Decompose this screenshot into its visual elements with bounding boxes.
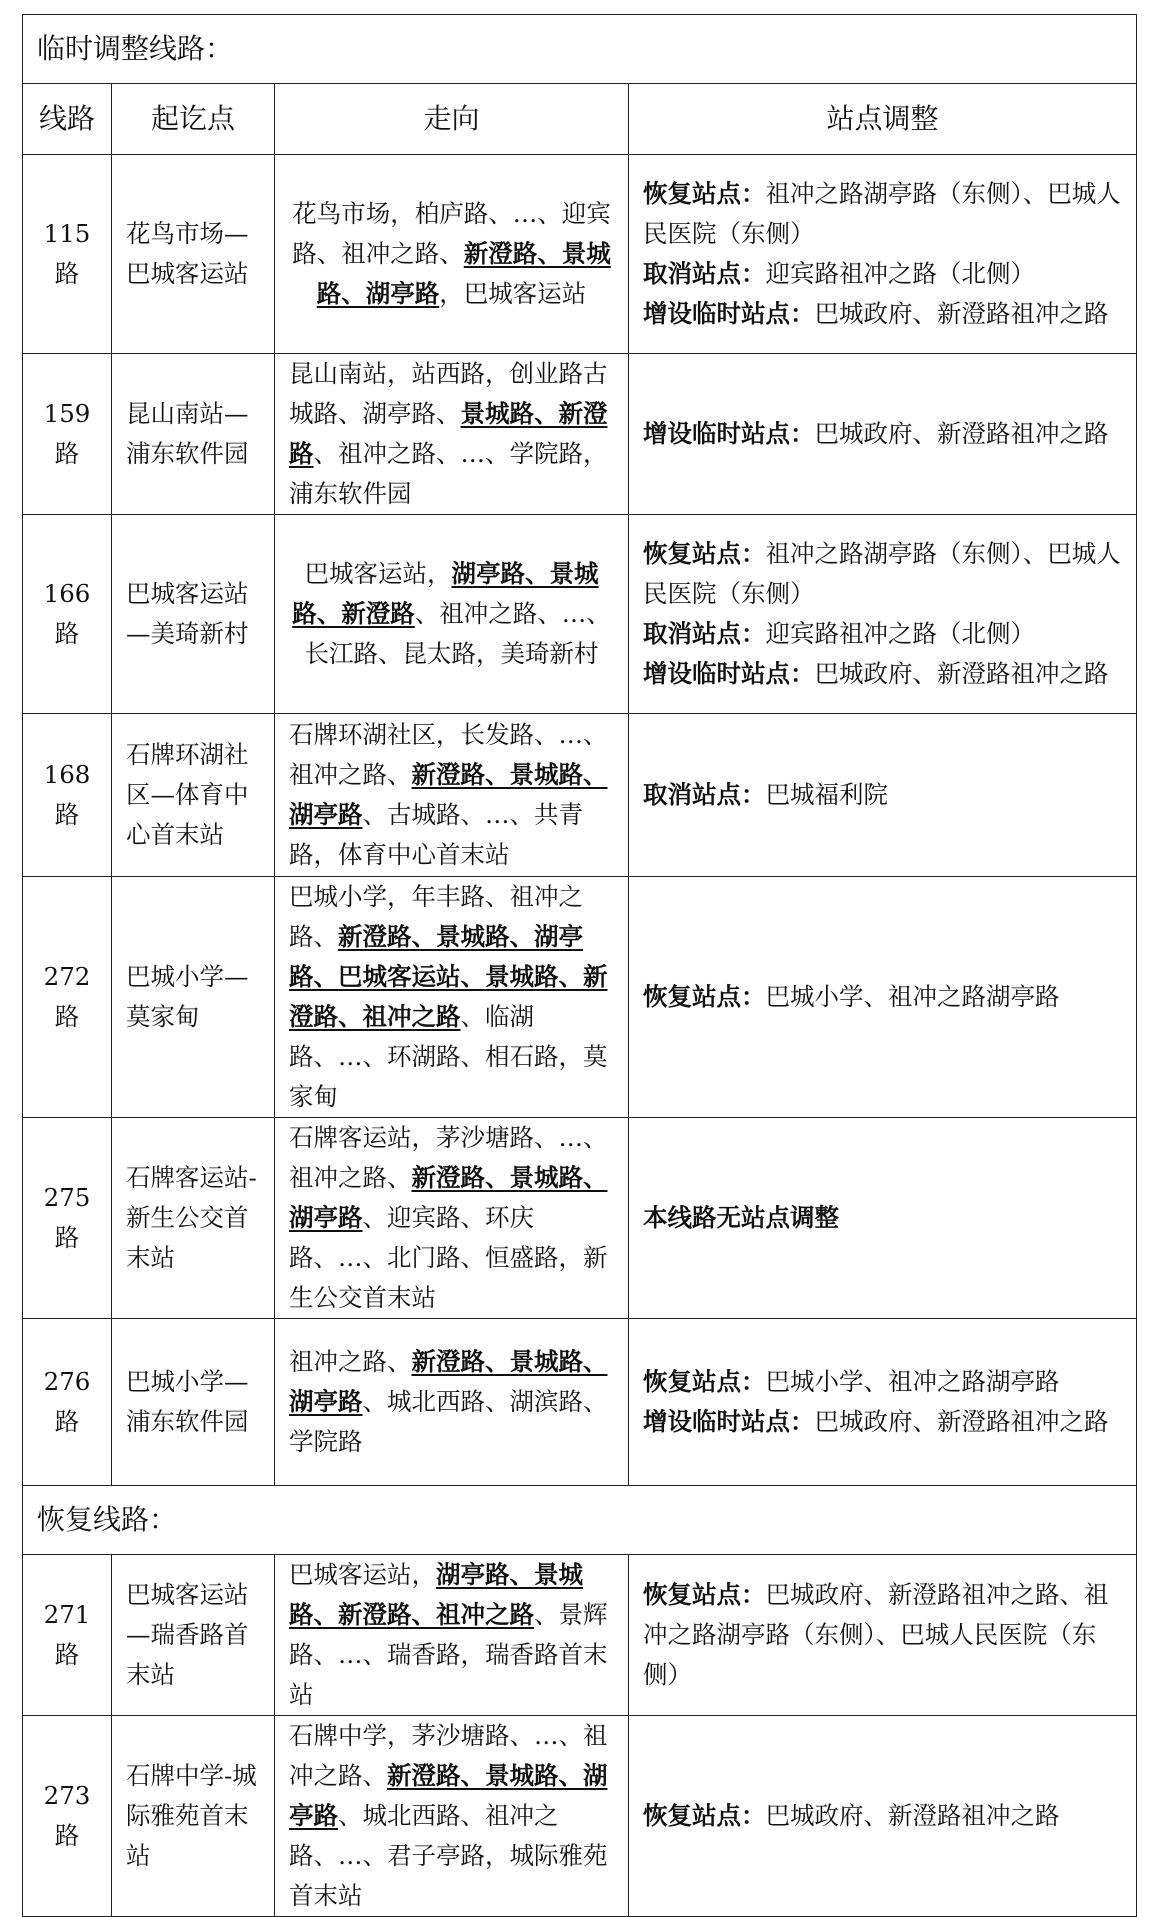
adjustment-text: 巴城政府、新澄路祖冲之路 xyxy=(765,1801,1060,1830)
route-segment: 花鸟市场，柏庐路、…、迎宾路、祖冲之路、 xyxy=(292,199,611,268)
route-segment-highlighted: 新澄路、景城路、湖亭路 xyxy=(289,1163,608,1232)
section-title-restored: 恢复线路： xyxy=(23,1486,1137,1555)
adjustment-text: 巴城政府、新澄路祖冲之路 xyxy=(814,1407,1109,1436)
header-row xyxy=(23,84,1137,155)
adjustment-text: 巴城福利院 xyxy=(765,780,888,809)
route-segment-highlighted: 湖亭路、景城路、新澄路、祖冲之路 xyxy=(289,1560,583,1629)
route-line-number: 159 路 xyxy=(23,354,112,515)
route-segment: 昆山南站，站西路，创业路古城路、湖亭路、 xyxy=(289,359,608,428)
route-path xyxy=(275,714,629,877)
adjustment-text: 巴城政府、新澄路祖冲之路 xyxy=(814,419,1109,448)
adjustment-label: 恢复站点： xyxy=(643,179,766,208)
route-segment-highlighted: 新澄路、景城路、湖亭路 xyxy=(289,1347,608,1416)
route-row xyxy=(23,714,1137,877)
route-line-number: 273 路 xyxy=(23,1716,112,1917)
adjustment-line xyxy=(643,1402,1122,1442)
adjustment-line xyxy=(643,254,1122,294)
header-line: 线路 xyxy=(23,84,112,155)
route-segment: 、临湖路、…、环湖路、相石路，莫家甸 xyxy=(289,1002,608,1111)
adjustment-line xyxy=(643,1198,1122,1238)
adjustment-text: 巴城小学、祖冲之路湖亭路 xyxy=(765,982,1060,1011)
stop-adjustments xyxy=(629,354,1137,515)
route-segment-highlighted: 新澄路、景城路、湖亭路 xyxy=(289,1761,608,1830)
adjustment-label: 取消站点： xyxy=(643,780,766,809)
route-line-number: 276 路 xyxy=(23,1319,112,1486)
adjustment-line xyxy=(643,414,1122,454)
route-endpoints: 巴城客运站—瑞香路首末站 xyxy=(112,1555,275,1716)
adjustment-line xyxy=(643,614,1122,654)
stop-adjustments xyxy=(629,714,1137,877)
route-line-number: 271 路 xyxy=(23,1555,112,1716)
route-segment: 祖冲之路、 xyxy=(289,1347,412,1376)
route-line-number: 168 路 xyxy=(23,714,112,877)
route-segment: 石牌环湖社区，长发路、…、祖冲之路、 xyxy=(289,720,608,789)
adjustment-label: 增设临时站点： xyxy=(643,1407,815,1436)
route-row xyxy=(23,515,1137,714)
section-row-restored xyxy=(23,1486,1137,1555)
route-path xyxy=(275,155,629,354)
stop-adjustments xyxy=(629,1716,1137,1917)
route-endpoints: 石牌环湖社区—体育中心首末站 xyxy=(112,714,275,877)
adjustment-text: 巴城政府、新澄路祖冲之路 xyxy=(814,299,1109,328)
route-segment-highlighted: 新澄路、景城路、湖亭路 xyxy=(289,760,608,829)
adjustment-label: 恢复站点： xyxy=(643,1367,766,1396)
header-ends: 起讫点 xyxy=(112,84,275,155)
stop-adjustments xyxy=(629,877,1137,1118)
stop-adjustments xyxy=(629,155,1137,354)
route-endpoints: 石牌客运站-新生公交首末站 xyxy=(112,1118,275,1319)
adjustment-label: 增设临时站点： xyxy=(643,659,815,688)
route-segment: 巴城小学，年丰路、祖冲之路、 xyxy=(289,882,583,951)
section-title-temporary: 临时调整线路： xyxy=(23,15,1137,84)
adjustment-label: 本线路无站点调整 xyxy=(643,1203,839,1232)
route-row xyxy=(23,877,1137,1118)
route-row xyxy=(23,354,1137,515)
adjustment-line xyxy=(643,1362,1122,1402)
adjustment-line xyxy=(643,775,1122,815)
route-row xyxy=(23,1555,1137,1716)
route-segment-highlighted: 景城路、新澄路 xyxy=(289,399,608,468)
adjustment-label: 恢复站点： xyxy=(643,1801,766,1830)
adjustment-line xyxy=(643,1796,1122,1836)
route-endpoints: 巴城客运站—美琦新村 xyxy=(112,515,275,714)
stop-adjustments xyxy=(629,1319,1137,1486)
route-segment: 、城北西路、祖冲之路、…、君子亭路，城际雅苑首末站 xyxy=(289,1801,608,1910)
adjustment-text: 巴城小学、祖冲之路湖亭路 xyxy=(765,1367,1060,1396)
route-line-number: 275 路 xyxy=(23,1118,112,1319)
route-endpoints: 花鸟市场—巴城客运站 xyxy=(112,155,275,354)
header-route: 走向 xyxy=(275,84,629,155)
route-path xyxy=(275,1555,629,1716)
route-line-number: 166 路 xyxy=(23,515,112,714)
adjustment-text: 祖冲之路湖亭路（东侧）、巴城人民医院（东侧） xyxy=(643,179,1121,248)
adjustment-text: 迎宾路祖冲之路（北侧） xyxy=(765,619,1035,648)
adjustment-label: 增设临时站点： xyxy=(643,419,815,448)
stop-adjustments xyxy=(629,1118,1137,1319)
stop-adjustments xyxy=(629,515,1137,714)
header-stops: 站点调整 xyxy=(629,84,1137,155)
route-row xyxy=(23,1118,1137,1319)
route-segment: 巴城客运站， xyxy=(304,559,452,588)
route-path xyxy=(275,354,629,515)
adjustment-line xyxy=(643,294,1122,334)
bus-route-table xyxy=(22,14,1137,1917)
adjustment-label: 取消站点： xyxy=(643,619,766,648)
route-segment-highlighted: 新澄路、景城路、湖亭路 xyxy=(316,239,611,308)
route-segment: 、景辉路、…、瑞香路，瑞香路首末站 xyxy=(289,1600,608,1709)
route-segment: 、祖冲之路、…、学院路，浦东软件园 xyxy=(289,439,608,508)
adjustment-label: 恢复站点： xyxy=(643,539,766,568)
route-endpoints: 巴城小学—莫家甸 xyxy=(112,877,275,1118)
route-endpoints: 石牌中学-城际雅苑首末站 xyxy=(112,1716,275,1917)
route-line-number: 115 路 xyxy=(23,155,112,354)
adjustment-line xyxy=(643,977,1122,1017)
route-segment: ，巴城客运站 xyxy=(439,279,587,308)
route-endpoints: 昆山南站—浦东软件园 xyxy=(112,354,275,515)
route-segment-highlighted: 新澄路、景城路、湖亭路、巴城客运站、景城路、新澄路、祖冲之路 xyxy=(289,922,608,1031)
route-line-number: 272 路 xyxy=(23,877,112,1118)
table-body xyxy=(23,15,1137,1917)
adjustment-line xyxy=(643,654,1122,694)
route-path xyxy=(275,1118,629,1319)
route-path xyxy=(275,1319,629,1486)
route-segment: 石牌客运站，茅沙塘路、…、祖冲之路、 xyxy=(289,1123,608,1192)
adjustment-text: 巴城政府、新澄路祖冲之路、祖冲之路湖亭路（东侧）、巴城人民医院（东侧） xyxy=(643,1580,1109,1689)
adjustment-text: 迎宾路祖冲之路（北侧） xyxy=(765,259,1035,288)
adjustment-text: 巴城政府、新澄路祖冲之路 xyxy=(814,659,1109,688)
adjustment-label: 增设临时站点： xyxy=(643,299,815,328)
route-segment: 石牌中学，茅沙塘路、…、祖冲之路、 xyxy=(289,1721,608,1790)
adjustment-text: 祖冲之路湖亭路（东侧）、巴城人民医院（东侧） xyxy=(643,539,1121,608)
route-row xyxy=(23,1319,1137,1486)
section-row-temporary xyxy=(23,15,1137,84)
stop-adjustments xyxy=(629,1555,1137,1716)
route-path xyxy=(275,515,629,714)
route-segment: 、城北西路、湖滨路、学院路 xyxy=(289,1387,608,1456)
adjustment-line xyxy=(643,1575,1122,1695)
route-segment: 、祖冲之路、…、长江路、昆太路，美琦新村 xyxy=(304,599,611,668)
route-segment: 、迎宾路、环庆路、…、北门路、恒盛路，新生公交首末站 xyxy=(289,1203,608,1312)
adjustment-line xyxy=(643,174,1122,254)
route-path xyxy=(275,1716,629,1917)
adjustment-line xyxy=(643,534,1122,614)
adjustment-label: 恢复站点： xyxy=(643,982,766,1011)
route-segment: 巴城客运站， xyxy=(289,1560,436,1589)
route-row xyxy=(23,1716,1137,1917)
route-endpoints: 巴城小学—浦东软件园 xyxy=(112,1319,275,1486)
adjustment-label: 恢复站点： xyxy=(643,1580,766,1609)
route-segment: 、古城路、…、共青路，体育中心首末站 xyxy=(289,800,583,869)
route-path xyxy=(275,877,629,1118)
route-segment-highlighted: 湖亭路、景城路、新澄路 xyxy=(292,559,599,628)
route-row xyxy=(23,155,1137,354)
adjustment-label: 取消站点： xyxy=(643,259,766,288)
